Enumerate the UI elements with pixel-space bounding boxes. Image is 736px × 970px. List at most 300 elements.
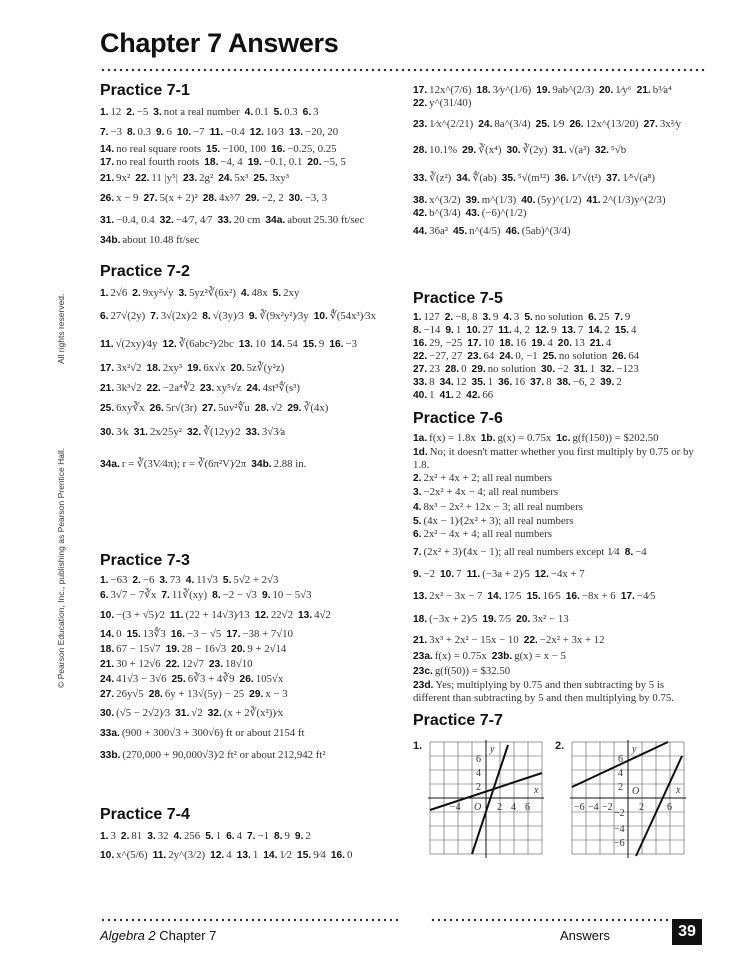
answer-line (413, 649, 703, 664)
answer-item (187, 426, 241, 439)
answer-value: (270,000 + 90,000√3)⁄2 ft² or about 212,942 ft² (122, 748, 326, 761)
answer-item (289, 192, 327, 205)
answer-item (100, 643, 161, 656)
answer-number: 26. (239, 674, 254, 685)
section-heading: Practice 7-7 (413, 712, 503, 729)
tick: 4 (618, 768, 623, 779)
answer-number: 11. (498, 325, 512, 336)
answer-item (566, 590, 616, 603)
practice-section (413, 84, 703, 242)
answer-item (143, 192, 197, 205)
answer-number: 21. (636, 85, 651, 96)
answer-number: 16. (565, 590, 580, 602)
answer-item (100, 338, 158, 351)
answer-value: g(x) = 0.75x (497, 432, 552, 444)
answer-number: 28. (413, 144, 428, 156)
answer-value: 3x²⁄y (659, 117, 682, 130)
answer-value: 29, −25 (429, 337, 463, 349)
answer-value: 9xy²√y (142, 286, 174, 299)
answer-number: 7. (150, 310, 159, 322)
tick: 2 (497, 802, 502, 813)
answer-number: 35. (501, 172, 516, 184)
answer-item (413, 568, 435, 581)
answer-item (331, 849, 353, 862)
answer-number: 18. (413, 613, 428, 625)
answer-line (100, 284, 390, 302)
answer-value: 1 (215, 829, 222, 842)
answer-number: 13. (238, 338, 253, 350)
answer-line (100, 742, 390, 768)
tick: −4 (450, 802, 461, 813)
y-axis-label: y (490, 744, 495, 755)
answer-item (153, 106, 239, 119)
answer-line (413, 631, 703, 649)
answer-value: 3 (513, 311, 520, 323)
answer-value: 7⁄5 (498, 612, 512, 625)
answer-item (100, 628, 122, 641)
answer-number: 24. (478, 118, 493, 130)
answer-line (100, 231, 390, 249)
answer-number: 20. (230, 362, 245, 374)
answer-number: 16. (330, 849, 345, 861)
answer-line (413, 110, 703, 138)
answer-item (555, 172, 602, 185)
answer-item (241, 287, 268, 300)
answer-item (440, 376, 467, 389)
answer-item (218, 172, 248, 185)
answer-number: 24. (218, 172, 233, 184)
answer-item (413, 311, 440, 324)
answer-number: 13. (288, 126, 304, 138)
answer-value: −5, 5 (323, 156, 346, 168)
book-title: Algebra 2 (100, 928, 156, 943)
answer-value: 1⁄⁵√(a⁸) (622, 171, 655, 184)
answer-number: 10. (176, 126, 192, 138)
answer-number: 32. (594, 144, 610, 156)
answer-number: 20. (557, 338, 572, 349)
answer-item (499, 350, 537, 363)
answer-value: ∛(4x) (303, 401, 329, 414)
answer-value: x^(5/6) (116, 848, 148, 861)
answer-number: 38. (556, 377, 571, 388)
answer-value: 3⁄k (116, 425, 129, 438)
answer-item (100, 106, 121, 119)
answer-item (413, 172, 451, 185)
answer-item (557, 376, 595, 389)
answer-number: 33. (413, 377, 428, 388)
answer-item (147, 362, 183, 375)
answer-value: √2 (271, 401, 283, 414)
answer-item (231, 643, 286, 656)
answer-number: 33b. (100, 749, 121, 761)
answer-value: 1 (487, 376, 494, 388)
section-heading: Practice 7-1 (100, 82, 190, 99)
answer-line (413, 337, 703, 350)
answer-item (413, 613, 477, 626)
answer-value: (x + 2∛(x²))⁄x (223, 706, 284, 719)
answer-number: 30. (100, 707, 115, 719)
answer-item (612, 350, 639, 363)
answer-number: 31. (133, 426, 148, 438)
answer-item (100, 310, 145, 323)
answer-value: no solution (487, 363, 537, 375)
answer-number: 17. (467, 338, 482, 349)
answer-line (100, 702, 390, 724)
answer-number: 13. (413, 590, 428, 602)
answer-number: 24. (100, 674, 115, 685)
answer-number: 22. (413, 351, 428, 362)
answer-number: 18. (146, 362, 161, 374)
answer-item (287, 402, 328, 415)
answer-value: 64 (628, 350, 640, 362)
answer-value: no solution (558, 350, 608, 362)
answer-value: xy⁵√z (216, 381, 242, 394)
answer-value: 10.1% (429, 143, 458, 156)
answer-item (253, 172, 289, 185)
answer-number: 6. (100, 590, 109, 601)
answer-value: 9x² (116, 171, 131, 184)
answer-item (481, 432, 552, 445)
answer-item (163, 338, 234, 351)
answer-value: √(3y)⁄3 (212, 309, 244, 322)
answer-item (161, 589, 207, 602)
answer-number: 28. (444, 364, 460, 375)
answer-value: y^(31/40) (429, 97, 472, 109)
answer-value: 5uv²∜u (218, 401, 250, 414)
answer-item (100, 214, 155, 227)
answer-item (183, 172, 213, 185)
answer-value: 7 (456, 567, 462, 580)
answer-line (100, 169, 390, 187)
answer-number: 29. (471, 364, 486, 375)
answer-number: 5. (222, 575, 232, 586)
answer-item (265, 214, 364, 227)
answer-item (100, 609, 165, 622)
answer-number: 10. (440, 568, 455, 580)
answer-value: 12x^(13/20) (585, 117, 639, 130)
answer-item (558, 337, 585, 350)
answer-item (413, 194, 461, 207)
answer-value: 6x√x (203, 361, 226, 374)
answer-item (100, 849, 148, 862)
answer-number: 37. (606, 172, 621, 184)
answer-value: f(x) = 1.8x (429, 432, 476, 444)
answer-item (226, 628, 293, 641)
answer-number: 41. (439, 390, 454, 401)
answer-value: ⁵√b (611, 143, 627, 156)
answer-number: 5. (272, 287, 282, 299)
answer-item (413, 679, 698, 705)
answer-value: 3x²√2 (116, 361, 142, 374)
tick: O (474, 802, 482, 813)
answer-number: 33. (245, 426, 260, 438)
answer-item (237, 849, 259, 862)
answer-item (413, 97, 471, 110)
answer-number: 13. (236, 849, 251, 861)
answer-number: 25. (253, 172, 268, 184)
answer-item (212, 589, 257, 602)
answer-item (453, 225, 501, 238)
answer-item (100, 688, 144, 701)
answer-value: 13∜3 (142, 628, 166, 640)
answer-item (307, 156, 345, 169)
answer-number: 28. (254, 402, 269, 414)
answer-item (298, 609, 331, 622)
answer-item (149, 688, 244, 701)
answer-value: (5ab)^(3/4) (521, 224, 571, 237)
answer-item (100, 673, 167, 686)
answer-number: 1. (100, 106, 109, 118)
answer-number: 27. (643, 118, 658, 130)
answer-value: 3xy³ (269, 171, 290, 184)
answer-value: 9 (624, 311, 631, 323)
answer-item (413, 118, 473, 131)
answer-value: 4, 2 (513, 324, 531, 336)
answer-value: −1 (257, 829, 270, 842)
x-axis-label: x (676, 785, 681, 796)
answer-line (100, 103, 390, 121)
answer-item (595, 144, 626, 157)
answer-item (100, 172, 130, 185)
answer-number: 18. (204, 157, 219, 168)
answer-number: 3. (147, 830, 156, 842)
answer-value: −2 (423, 567, 435, 580)
answer-number: 34a. (100, 458, 120, 470)
answer-item (413, 350, 462, 363)
footer-divider (100, 918, 400, 922)
answer-number: 1c. (556, 433, 571, 444)
answer-item (586, 194, 665, 207)
answer-number: 22. (523, 634, 538, 646)
answer-value: −4 (635, 545, 647, 558)
answer-number: 21. (589, 338, 604, 349)
answer-item (100, 156, 199, 169)
answer-value: 4 (547, 337, 553, 349)
answer-item (599, 84, 632, 97)
answer-value: 8x³ − 2x² + 12x − 3; all real numbers (423, 501, 583, 513)
answer-value: 4√2 (314, 608, 331, 621)
answer-line (413, 389, 703, 402)
answer-value: 4 (226, 848, 232, 861)
answer-number: 40. (521, 195, 536, 206)
answer-value: 73 (169, 574, 181, 586)
tick: −6 (574, 802, 585, 813)
answer-item (535, 568, 585, 581)
answer-value: ∜(ab) (472, 171, 497, 184)
answer-number: 27. (100, 689, 115, 700)
answer-item (303, 338, 325, 351)
answer-item (466, 194, 517, 207)
answer-item (413, 665, 510, 678)
answer-number: 1d. (413, 447, 428, 458)
answer-value: 27 (482, 324, 494, 336)
answer-value: 2g² (199, 171, 214, 184)
answer-item (295, 830, 311, 843)
answer-value: 1⁄9 (551, 117, 565, 130)
answer-value: no real square roots (116, 143, 202, 155)
answer-number: 8. (212, 590, 221, 601)
tick: 6 (618, 754, 623, 765)
answer-number: 20. (231, 644, 246, 655)
answer-item (100, 574, 127, 587)
page-title: Chapter 7 Answers (100, 28, 339, 58)
answer-number: 21. (413, 634, 428, 646)
answer-number: 6. (588, 312, 597, 323)
answer-number: 12. (534, 568, 549, 580)
answer-number: 42. (413, 208, 428, 219)
answer-number: 17. (413, 85, 428, 96)
answer-item (273, 287, 300, 300)
tick: −2 (614, 808, 625, 819)
answer-line (413, 138, 703, 162)
answer-number: 1b. (480, 433, 496, 444)
answer-value: ⁵√(m¹²) (517, 171, 550, 184)
answer-number: 27. (413, 364, 428, 375)
answer-value: 4 (630, 324, 637, 336)
answer-value: 2 (616, 376, 622, 388)
answer-line (100, 121, 390, 143)
graph-2 (570, 740, 686, 858)
answer-number: 33. (217, 214, 232, 226)
answer-item (297, 849, 326, 862)
answer-item (186, 574, 218, 587)
answer-value: 5√2 + 2√3 (233, 574, 279, 586)
answer-number: 19. (165, 644, 180, 655)
answer-item (245, 106, 269, 119)
answer-value: b^(3/4) (429, 207, 461, 219)
answer-item (569, 118, 638, 131)
answer-value: 9 (318, 337, 325, 350)
chapter-label: Chapter 7 (159, 928, 217, 943)
answer-number: 2. (413, 473, 422, 484)
answer-item (171, 628, 221, 641)
answer-item (524, 634, 605, 647)
answer-item (127, 126, 151, 139)
answer-number: 9. (261, 590, 271, 601)
answer-line (413, 84, 703, 110)
answer-item (413, 432, 476, 445)
answer-value: 54 (286, 337, 298, 350)
answer-number: 8. (202, 310, 211, 322)
answer-value: 3⁄y^(1/6) (492, 84, 532, 96)
answer-value: 5x³ (234, 171, 249, 184)
tick: −4 (588, 802, 599, 813)
answer-line (100, 827, 390, 845)
answer-line (413, 324, 703, 337)
answer-number: 36. (554, 172, 569, 184)
answer-number: 14. (263, 849, 278, 861)
answer-number: 6. (226, 830, 235, 842)
answer-item (590, 337, 612, 350)
answer-value: 36a² (429, 224, 448, 237)
answer-item (175, 707, 203, 720)
answer-value: −2 (557, 363, 569, 375)
answer-number: 3. (482, 312, 491, 323)
answer-item (100, 234, 199, 247)
answer-value: 11∛(xy) (171, 589, 208, 601)
answer-value: 10 − 5√3 (272, 589, 312, 601)
answer-value: not a real number (163, 105, 240, 118)
answer-value: −2x² + 4x − 4; all real numbers (423, 486, 559, 498)
answer-number: 14. (487, 590, 502, 602)
answer-line (413, 515, 703, 541)
answer-value: 27√(2y) (110, 309, 146, 322)
answer-item (478, 118, 530, 131)
answer-number: 29. (249, 689, 264, 700)
answer-item (100, 143, 201, 156)
answer-item (440, 568, 462, 581)
answer-item (521, 194, 581, 207)
answer-item (499, 337, 526, 350)
answer-number: 2. (444, 312, 454, 323)
answer-number: 13. (297, 609, 313, 621)
answer-item (174, 830, 201, 843)
answer-number: 1. (100, 287, 109, 299)
answer-item (476, 84, 531, 97)
answer-number: 43. (465, 208, 480, 219)
answer-number: 23. (208, 659, 224, 670)
answer-number: 26. (100, 192, 115, 204)
answer-number: 35. (471, 377, 486, 388)
answer-item (132, 287, 173, 300)
tick: 6 (476, 754, 481, 765)
answer-value: −0.1, 0.1 (263, 156, 303, 168)
answer-value: −63 (110, 574, 128, 586)
answer-value: 8 (429, 376, 435, 388)
answer-number: 19. (536, 85, 551, 96)
answer-item (516, 613, 569, 626)
answer-item (637, 84, 672, 97)
answer-number: 20. (307, 157, 322, 168)
answer-value: (−3a + 2)⁄5 (482, 567, 530, 580)
answer-value: 3 (110, 829, 116, 842)
answer-number: 25. (535, 118, 550, 130)
answer-item (100, 458, 246, 471)
answer-line (413, 585, 703, 607)
answer-number: 6. (302, 106, 312, 118)
answer-item (303, 106, 319, 119)
answer-value: √(a³) (568, 143, 590, 156)
answer-item (314, 310, 376, 323)
answer-value: 10 (254, 337, 266, 350)
answer-number: 29. (462, 144, 477, 156)
answer-value: 5r√(3r) (165, 401, 197, 414)
answer-number: 1. (413, 312, 422, 323)
tick: −2 (602, 802, 613, 813)
answer-line (413, 485, 703, 500)
answer-item (210, 126, 245, 139)
answer-item (466, 324, 493, 337)
answer-item (247, 830, 269, 843)
answer-item (472, 363, 536, 376)
tick: 2 (639, 802, 644, 813)
answer-value: ∜(54x³)⁄3x (329, 309, 376, 322)
answer-item (492, 650, 566, 663)
answer-value: 9 (551, 324, 557, 336)
answer-value: g(f(50)) = $32.50 (434, 664, 511, 677)
answer-number: 3. (159, 575, 168, 586)
answer-line (100, 187, 390, 209)
answer-value: −7 (193, 125, 205, 138)
answer-number: 1. (100, 830, 109, 842)
answer-item (413, 84, 471, 97)
answer-number: 17. (226, 629, 241, 640)
answer-value: ∛(6abc²)⁄2bc (178, 337, 234, 350)
answer-line (413, 220, 703, 242)
answer-number: 18. (100, 644, 115, 655)
answer-number: 12. (210, 849, 225, 861)
answer-value: −5 (136, 105, 149, 118)
